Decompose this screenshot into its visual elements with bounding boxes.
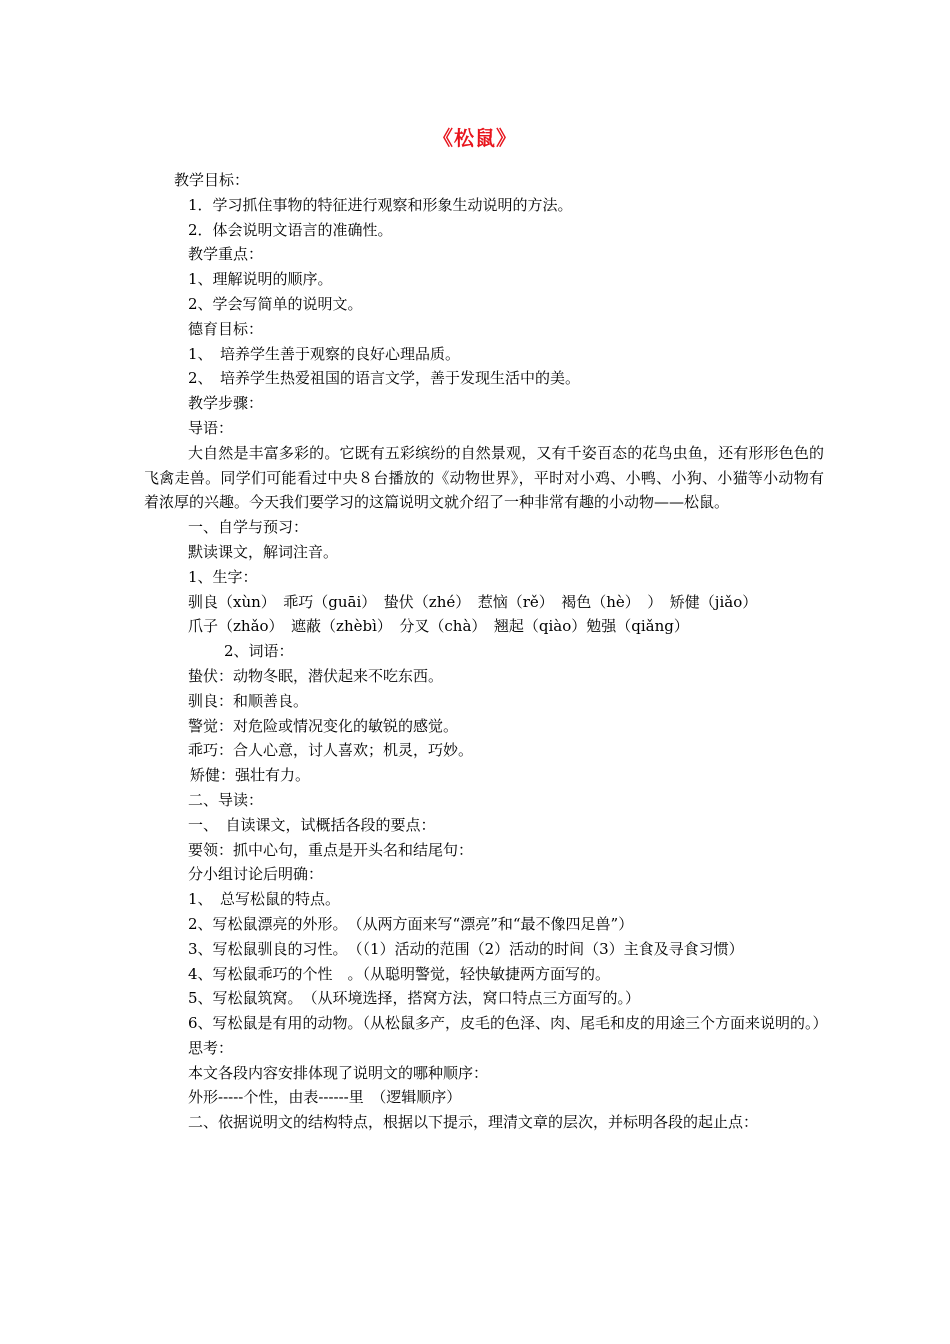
heading-intro: 导语： [188,418,234,437]
summary-6: 6、写松鼠是有用的动物。（从松鼠多产，皮毛的色泽、肉、尾毛和皮的用途三个方面来说明的。） [188,1014,828,1033]
summary-1: 1、 总写松鼠的特点。 [188,890,341,909]
document-body [144,168,828,1135]
vocab-guaiqiao: 乖巧：合人心意，讨人喜欢；机灵，巧妙。 [188,741,474,760]
vocab-zhefu: 蛰伏：动物冬眠，潜伏起来不吃东西。 [188,666,444,685]
goal-item-2: 2．体会说明文语言的准确性。 [188,220,393,239]
section-guided-reading: 二、导读： [188,790,264,809]
guided-discussion: 分小组讨论后明确： [188,865,324,884]
section-self-study: 一、自学与预习： [188,518,309,537]
goal-item-1: 1．学习抓住事物的特征进行观察和形象生动说明的方法。 [188,195,573,214]
heading-teaching-focus: 教学重点： [188,245,264,264]
characters-row-1: 驯良（xùn） 乖巧（guāi） 蛰伏（zhé） 惹恼（rě） 褐色（hè） ） 矫健（jiǎo） [188,592,758,611]
thinking-question: 本文各段内容安排体现了说明文的哪种顺序： [188,1063,489,1082]
heading-teaching-steps: 教学步骤： [188,394,264,413]
heading-moral-goals: 德育目标： [188,319,264,338]
characters-row-2: 爪子（zhǎo） 遮蔽（zhèbì） 分叉（chà） 翘起（qiào）勉强（qiǎng） [188,617,689,636]
intro-paragraph: 大自然是丰富多彩的。它既有五彩缤纷的自然景观，又有千姿百态的花鸟虫鱼，还有形形色色的飞禽走兽。同学们可能看过中央８台播放的《动物世界》，平时对小鸡、小鸭、小狗、小猫等小动物有着浓厚的兴趣。今天我们要学习的这篇说明文就介绍了一种非常有趣的小动物——松鼠。 [144,443,824,512]
focus-item-2: 2、学会写简单的说明文。 [188,294,363,313]
summary-4: 4、写松鼠乖巧的个性 。（从聪明警觉，轻快敏捷两方面写的。 [188,964,611,983]
moral-item-2: 2、 培养学生热爱祖国的语言文学，善于发现生活中的美。 [188,369,581,388]
summary-2: 2、写松鼠漂亮的外形。 （从两方面来写“漂亮”和“最不像四足兽”） [188,914,634,933]
guided-task-1: 一、 自读课文，试概括各段的要点： [188,815,436,834]
moral-item-1: 1、 培养学生善于观察的良好心理品质。 [188,344,461,363]
summary-5: 5、写松鼠筑窝。 （从环境选择，搭窝方法，窝口特点三方面写的。） [188,989,641,1008]
vocab-xunliang: 驯良：和顺善良。 [188,691,309,710]
heading-teaching-goals: 教学目标： [174,171,250,189]
heading-thinking: 思考： [188,1038,234,1057]
heading-new-characters: 1、生字： [188,567,258,586]
vocab-jiaojian: 矫健：强壮有力。 [190,766,311,785]
summary-3: 3、写松鼠驯良的习性。 （（1）活动的范围（2）活动的时间（3）主食及寻食习惯） [188,939,744,958]
vocab-jingjue: 警觉：对危险或情况变化的敏锐的感觉。 [188,716,459,735]
self-study-instruction: 默读课文，解词注音。 [188,542,339,561]
document-title: 《松鼠》 [433,126,517,150]
guided-key-point: 要领：抓中心句，重点是开头名和结尾句： [188,840,474,859]
thinking-answer: 外形-----个性，由表------里 （逻辑顺序） [188,1088,462,1107]
heading-vocabulary: 2、词语： [224,642,294,661]
section-structure: 二、依据说明文的结构特点，根据以下提示，理清文章的层次，并标明各段的起止点： [188,1113,759,1132]
focus-item-1: 1、理解说明的顺序。 [188,270,333,289]
